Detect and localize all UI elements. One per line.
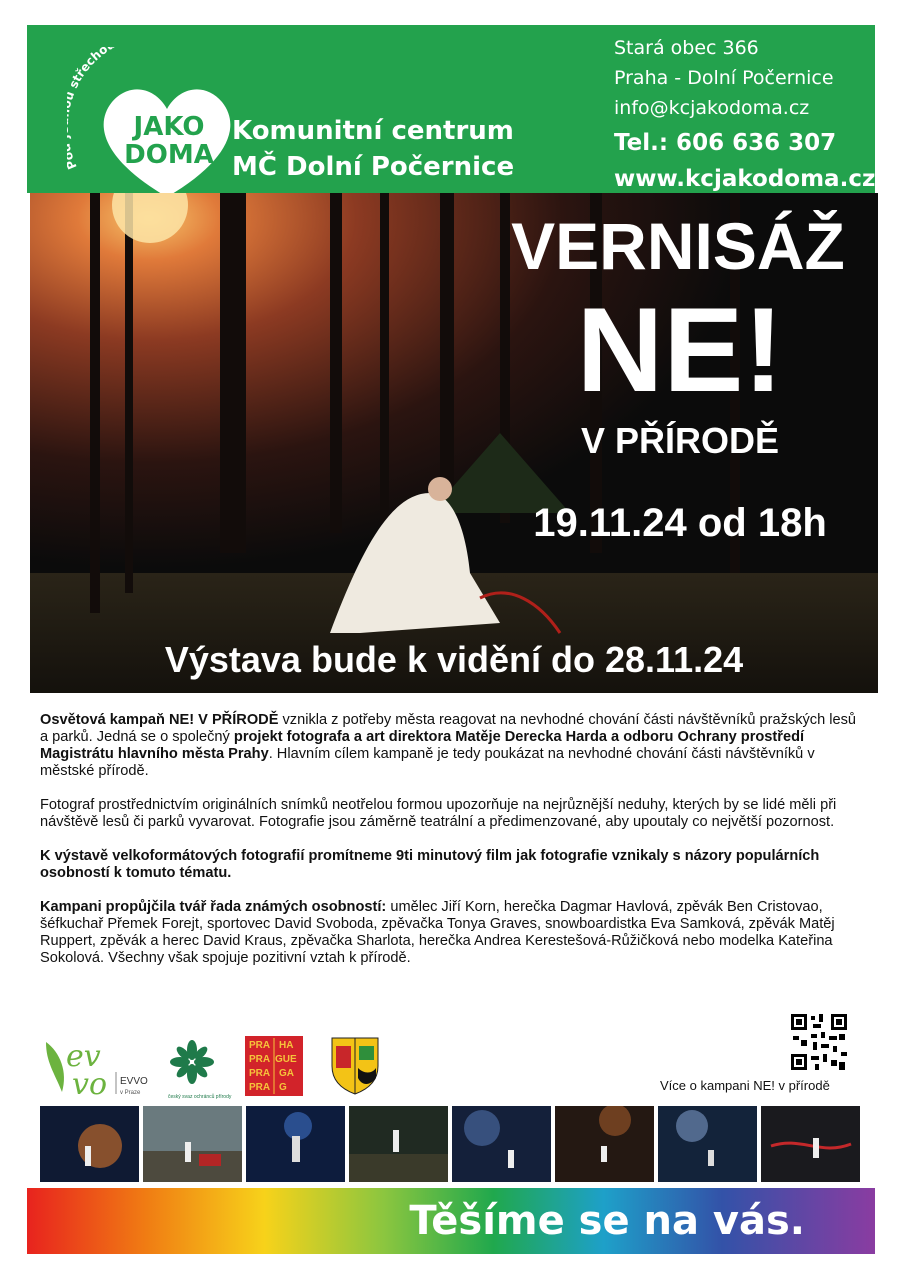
praha-cell-1: PRA (249, 1040, 271, 1051)
praha-cell-6: GA (279, 1068, 294, 1079)
paragraph-3 (40, 848, 860, 882)
evvo-sublabel: v Praze (120, 1090, 141, 1096)
poster-title-vernisaz: VERNISÁŽ (511, 209, 845, 283)
poster-title-ne: NE! (576, 283, 784, 417)
p1-bold-project: projekt fotografa a art direktora Matěje Derecka Harda a odboru Ochrany prostředí Magistrátu hlavního města Prahy (40, 729, 805, 762)
campaign-thumbnail (143, 1106, 242, 1182)
logo-line2: DOMA (124, 140, 214, 170)
website-link[interactable]: www.kcjakodoma.cz (614, 166, 876, 192)
praha-logo (245, 1036, 303, 1096)
logo-wordmark (109, 113, 229, 169)
logo-line1: JAKO (133, 112, 205, 142)
paragraph-2: Fotograf prostřednictvím originálních snímků neotřelou formou upozorňuje na nejrůznější neduhy, kterých by se lidé měli při návštěvě lesů či parků vyvarovat. Fotografie jsou záměrně teatrální a předimenzované, aby upoutaly co největší pozornost. (40, 797, 837, 830)
praha-cell-4: GUE (275, 1054, 297, 1065)
campaign-thumbnail (349, 1106, 448, 1182)
center-line1: Komunitní centrum (232, 116, 514, 146)
campaign-photo-strip (40, 1106, 860, 1182)
poster-title-v-prirode: V PŘÍRODĚ (580, 420, 780, 461)
footer-banner (27, 1188, 875, 1254)
qr-code-icon[interactable] (789, 1012, 849, 1072)
paragraph-1 (40, 712, 860, 780)
dolni-pocernice-coat-of-arms (332, 1038, 378, 1094)
center-line2: MČ Dolní Počernice (232, 152, 515, 182)
praha-cell-2: HA (279, 1040, 294, 1051)
evvo-label: EVVO (120, 1076, 148, 1087)
evvo-script-1: ev (66, 1039, 101, 1074)
address-line2: Praha - Dolní Počernice (614, 67, 834, 89)
p3-bold: K výstavě velkoformátových fotografií promítneme 9ti minutový film jak fotografie vznikaly s názory populárních osobností k tomuto tématu. (40, 848, 820, 881)
campaign-thumbnail (658, 1106, 757, 1182)
logo-arc-text: střecho (67, 47, 111, 91)
praha-cell-5: PRA (249, 1068, 271, 1079)
campaign-thumbnail (555, 1106, 654, 1182)
praha-cell-7: PRA (249, 1082, 271, 1093)
qr-code-graphic (789, 1012, 849, 1072)
evvo-logo (46, 1039, 148, 1102)
article-body (40, 712, 860, 984)
email-link[interactable]: info@kcjakodoma.cz (614, 97, 810, 119)
p1-text-1: vznikla z potřeby města reagovat na nevhodné chování části návštěvníků pražských lesů a parků. Jedná se o společný (40, 712, 857, 745)
p1-bold-start: Osvětová kampaň NE! V PŘÍRODĚ (40, 712, 279, 728)
qr-caption: Více o kampani NE! v přírodě (660, 1078, 830, 1093)
p4-bold: Kampani propůjčila tvář řada známých osobností: (40, 899, 387, 915)
phone-number: Tel.: 606 636 307 (614, 130, 837, 156)
csop-label: český svaz ochránců přírody (168, 1094, 232, 1100)
campaign-thumbnail (246, 1106, 345, 1182)
campaign-thumbnail (452, 1106, 551, 1182)
csop-logo (168, 1040, 232, 1100)
evvo-script-2: vo (72, 1067, 108, 1102)
contact-block (614, 33, 875, 195)
campaign-thumbnail (761, 1106, 860, 1182)
address-line1: Stará obec 366 (614, 37, 759, 59)
campaign-thumbnail (40, 1106, 139, 1182)
poster-date: 19.11.24 od 18h (533, 501, 827, 545)
footer-greeting: Těšíme se na vás. (409, 1198, 805, 1244)
praha-cell-3: PRA (249, 1054, 271, 1065)
header-banner (27, 25, 875, 193)
praha-cell-8: G (279, 1082, 287, 1093)
paragraph-4 (40, 899, 860, 967)
center-name (232, 113, 514, 185)
exhibition-dates: Výstava bude k vidění do 28.11.24 (164, 639, 744, 680)
p4-text: umělec Jiří Korn, herečka Dagmar Havlová, zpěvák Ben Cristovao, šéfkuchař Přemek Forejt, sportovec David Svoboda, zpěvačka Tonya Graves, snowboardistka Eva Samková, zpěvák Matěj Ruppert, zpěvák a herec David Kraus, zpěvačka Sharlota, herečka Andrea Kerestešová-Růžičková nebo modelka Kateřina Sokolová. Všechny však spojuje pozitivní vztah k přírodě. (40, 899, 835, 966)
p1-text-2: . Hlavním cílem kampaně je tedy poukázat na nevhodné chování části návštěvníků v městské přírodě. (40, 746, 815, 779)
hero-photo (30, 193, 878, 693)
partner-logos (40, 1032, 400, 1102)
partner-logos-image (40, 1032, 400, 1102)
